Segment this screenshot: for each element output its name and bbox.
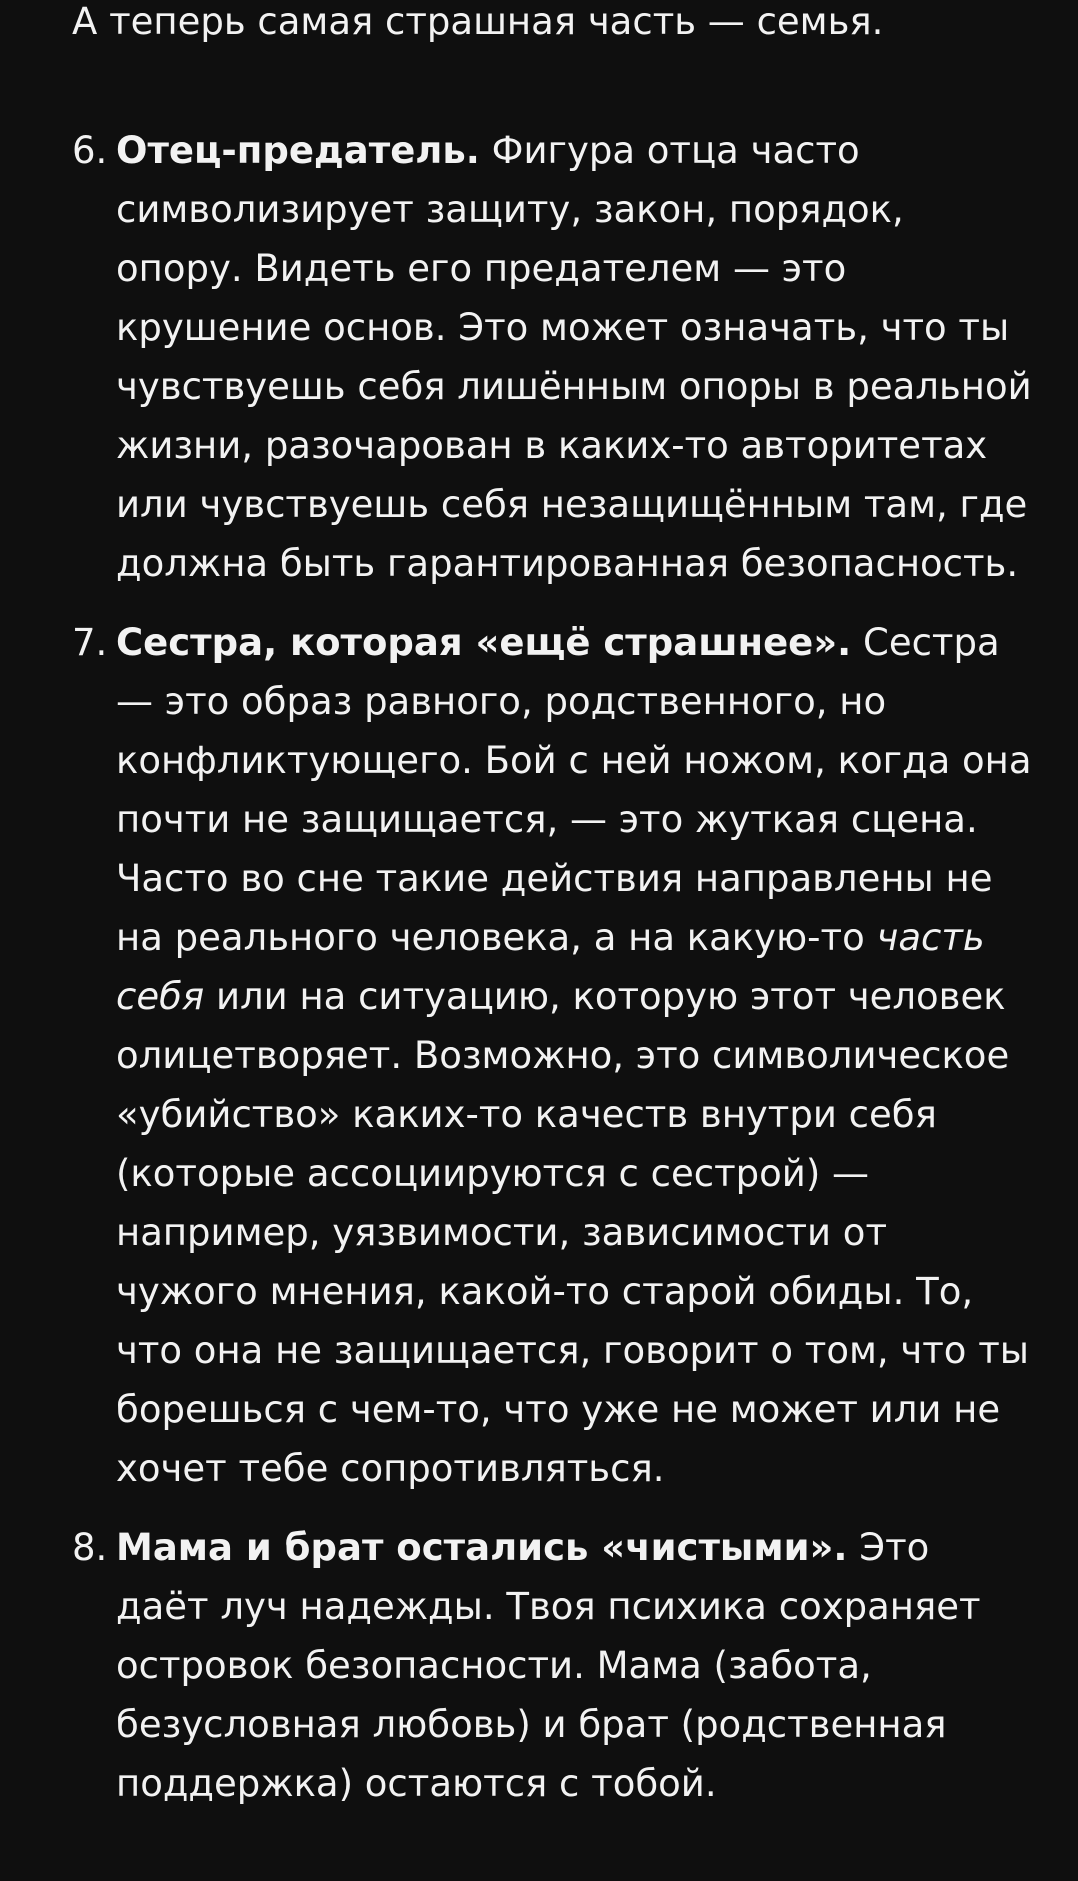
list-item (72, 121, 1032, 593)
intro-paragraph: А теперь самая страшная часть — семья. (72, 0, 884, 43)
list-item-text (116, 613, 1032, 1498)
list-item-emphasis: часть себя (116, 916, 985, 1018)
list-item-body: Это даёт луч надежды. Твоя психика сохраняет островок безопасности. Мама (забота, безусловная любовь) и брат (родственная поддержка) остаются с тобой. (116, 1526, 981, 1805)
list-item-lead: Мама и брат остались «чистыми». (116, 1526, 848, 1569)
list-item-number: 6. (72, 129, 108, 172)
list-item-text (116, 1518, 1032, 1813)
list-item (72, 1518, 1032, 1813)
message-content (72, 0, 1032, 1813)
list-item-body: Фигура отца часто символизирует защиту, закон, порядок, опору. Видеть его предателем — это крушение основ. Это может означать, что ты чувствуешь себя лишённым опоры в реальной жизни, разочарован в каких-то авторитетах или чувствуешь себя незащищённым там, где должна быть гарантированная безопасность. (116, 129, 1032, 585)
list-item-number: 7. (72, 621, 108, 664)
interpretation-list (72, 121, 1032, 1813)
list-item (72, 613, 1032, 1498)
list-item-lead: Сестра, которая «ещё страшнее». (116, 621, 852, 664)
list-item-lead: Отец-предатель. (116, 129, 480, 172)
list-item-body-continued: или на ситуацию, которую этот человек олицетворяет. Возможно, это символическое «убийство» каких-то качеств внутри себя (которые ассоциируются с сестрой) — например, уязвимости, зависимости от чужого мнения, какой-то старой обиды. То, что она не защищается, говорит о том, что ты борешься с чем-то, что уже не может или не хочет тебе сопротивляться. (116, 975, 1029, 1490)
list-item-number: 8. (72, 1526, 108, 1569)
list-item-text (116, 121, 1032, 593)
list-item-body: Сестра — это образ равного, родственного, но конфликтующего. Бой с ней ножом, когда она почти не защищается, — это жуткая сцена. Часто во сне такие действия направлены не на реального человека, а на какую-то (116, 621, 1032, 959)
